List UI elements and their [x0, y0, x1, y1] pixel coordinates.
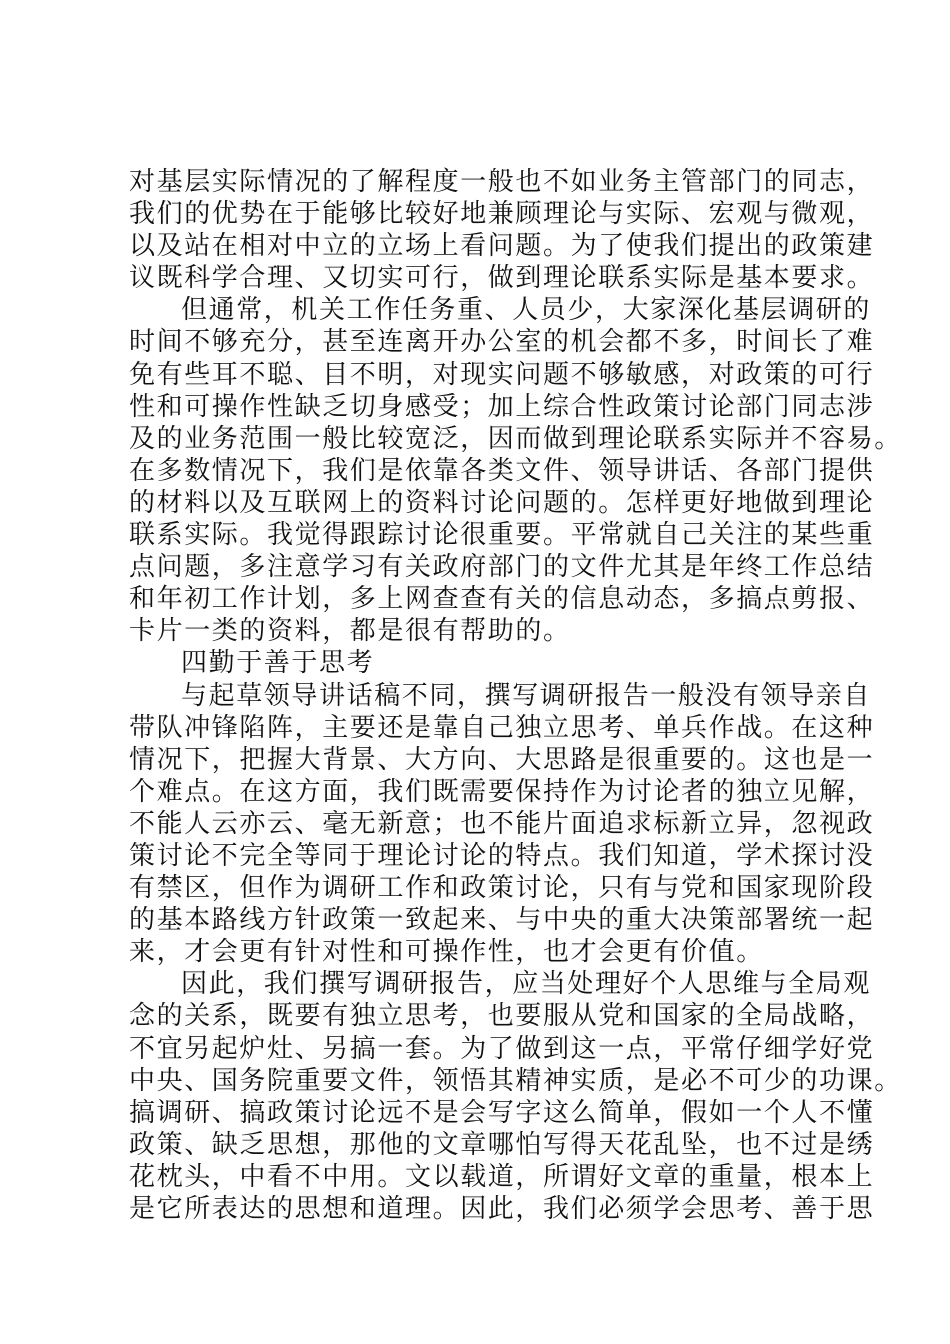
text-line: 的基本路线方针政策一致起来、与中央的重大决策部署统一起 [129, 905, 875, 936]
text-line: 是它所表达的思想和道理。因此，我们必须学会思考、善于思 [129, 1194, 875, 1224]
body-text [129, 166, 902, 1225]
text-line: 策讨论不完全等同于理论讨论的特点。我们知道，学术探讨没 [129, 840, 875, 871]
paragraph-first-line: 与起草领导讲话稿不同，撰写调研报告一般没有领导亲自 [181, 680, 872, 711]
text-line: 免有些耳不聪、目不明，对现实问题不够敏感，对政策的可行 [129, 359, 875, 390]
section-heading: 四勤于善于思考 [181, 648, 375, 679]
text-line: 对基层实际情况的了解程度一般也不如业务主管部门的同志， [129, 167, 875, 197]
text-line: 个难点。在这方面，我们既需要保持作为讨论者的独立见解， [129, 776, 875, 807]
text-line: 中央、国务院重要文件，领悟其精神实质，是必不可少的功课。 [129, 1065, 902, 1096]
text-line: 和年初工作计划，多上网查查有关的信息动态，多搞点剪报、 [129, 584, 875, 615]
text-line: 带队冲锋陷阵，主要还是靠自己独立思考、单兵作战。在这种 [129, 712, 875, 743]
text-line: 念的关系，既要有独立思考，也要服从党和国家的全局战略， [129, 1001, 875, 1032]
text-line: 有禁区，但作为调研工作和政策讨论，只有与党和国家现阶段 [129, 873, 875, 904]
text-line: 议既科学合理、又切实可行，做到理论联系实际是基本要求。 [129, 263, 875, 294]
paragraph-first-line: 但通常，机关工作任务重、人员少，大家深化基层调研的 [181, 295, 872, 326]
text-line: 花枕头，中看不中用。文以载道，所谓好文章的重量，根本上 [129, 1161, 875, 1192]
text-line: 卡片一类的资料，都是很有帮助的。 [129, 616, 571, 647]
text-line: 的材料以及互联网上的资料讨论问题的。怎样更好地做到理论 [129, 487, 875, 518]
text-line: 情况下，把握大背景、大方向、大思路是很重要的。这也是一 [129, 744, 875, 775]
text-line: 不宜另起炉灶、另搞一套。为了做到这一点，平常仔细学好党 [129, 1033, 875, 1064]
paragraph-first-line: 因此，我们撰写调研报告，应当处理好个人思维与全局观 [181, 969, 872, 1000]
text-line: 以及站在相对中立的立场上看问题。为了使我们提出的政策建 [129, 231, 875, 262]
text-line: 在多数情况下，我们是依靠各类文件、领导讲话、各部门提供 [129, 455, 875, 486]
text-line: 及的业务范围一般比较宽泛，因而做到理论联系实际并不容易。 [129, 423, 902, 454]
text-line: 不能人云亦云、毫无新意；也不能片面追求标新立异，忽视政 [129, 808, 875, 839]
text-line: 政策、缺乏思想，那他的文章哪怕写得天花乱坠，也不过是绣 [129, 1129, 875, 1160]
text-line: 我们的优势在于能够比较好地兼顾理论与实际、宏观与微观， [129, 199, 875, 230]
text-line: 点问题，多注意学习有关政府部门的文件尤其是年终工作总结 [129, 552, 875, 583]
text-line: 来，才会更有针对性和可操作性，也才会更有价值。 [129, 937, 764, 968]
text-line: 搞调研、搞政策讨论远不是会写字这么简单，假如一个人不懂 [129, 1097, 875, 1128]
text-line: 联系实际。我觉得跟踪讨论很重要。平常就自己关注的某些重 [129, 520, 875, 551]
text-line: 性和可操作性缺乏切身感受；加上综合性政策讨论部门同志涉 [129, 391, 875, 422]
text-line: 时间不够充分，甚至连离开办公室的机会都不多，时间长了难 [129, 327, 875, 358]
